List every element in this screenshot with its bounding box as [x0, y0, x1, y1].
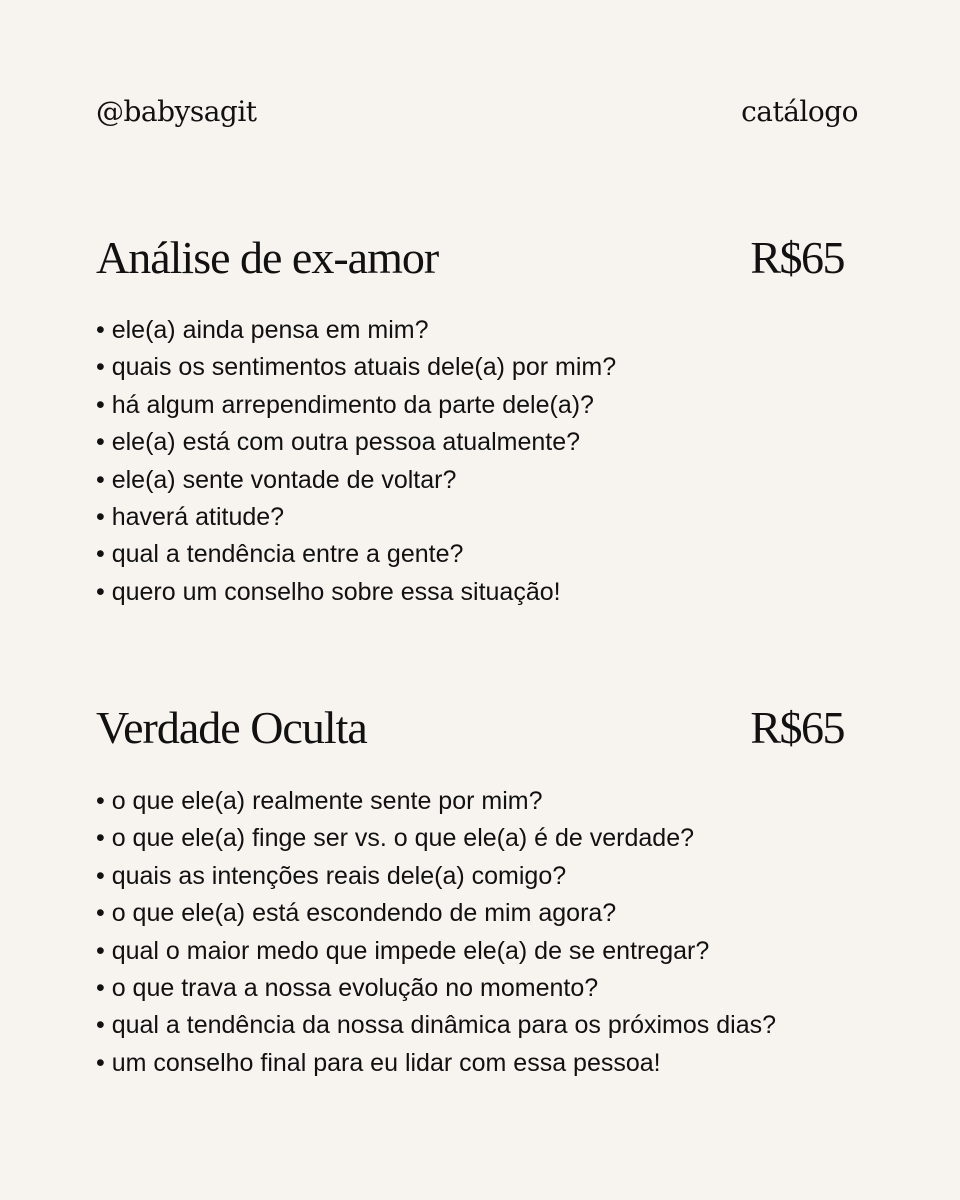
handle-label: @babysagit [96, 95, 257, 128]
list-item: • ele(a) sente vontade de voltar? [96, 462, 616, 499]
question-list [96, 783, 776, 1082]
list-item: • o que ele(a) realmente sente por mim? [96, 783, 776, 820]
list-item: • qual a tendência entre a gente? [96, 536, 616, 573]
section-analise-ex-amor [96, 230, 866, 606]
catalog-label: catálogo [741, 95, 858, 128]
list-item: • o que ele(a) finge ser vs. o que ele(a) é de verdade? [96, 820, 776, 857]
list-item: • ele(a) está com outra pessoa atualmente? [96, 424, 616, 461]
list-item: • quais os sentimentos atuais dele(a) por mim? [96, 349, 616, 386]
list-item: • ele(a) ainda pensa em mim? [96, 312, 616, 349]
section-price: R$65 [750, 232, 844, 283]
section-price: R$65 [750, 702, 844, 753]
list-item: • haverá atitude? [96, 499, 616, 536]
section-title: Análise de ex-amor [96, 232, 439, 283]
section-header [96, 700, 866, 760]
question-list [96, 312, 616, 611]
list-item: • há algum arrependimento da parte dele(a)? [96, 387, 616, 424]
section-verdade-oculta [96, 700, 866, 1077]
list-item: • o que ele(a) está escondendo de mim agora? [96, 895, 776, 932]
list-item: • um conselho final para eu lidar com essa pessoa! [96, 1045, 776, 1082]
section-title: Verdade Oculta [96, 702, 367, 753]
section-header [96, 230, 866, 290]
list-item: • quero um conselho sobre essa situação! [96, 574, 616, 611]
list-item: • qual a tendência da nossa dinâmica para os próximos dias? [96, 1007, 776, 1044]
list-item: • quais as intenções reais dele(a) comigo? [96, 858, 776, 895]
list-item: • qual o maior medo que impede ele(a) de se entregar? [96, 933, 776, 970]
list-item: • o que trava a nossa evolução no momento? [96, 970, 776, 1007]
